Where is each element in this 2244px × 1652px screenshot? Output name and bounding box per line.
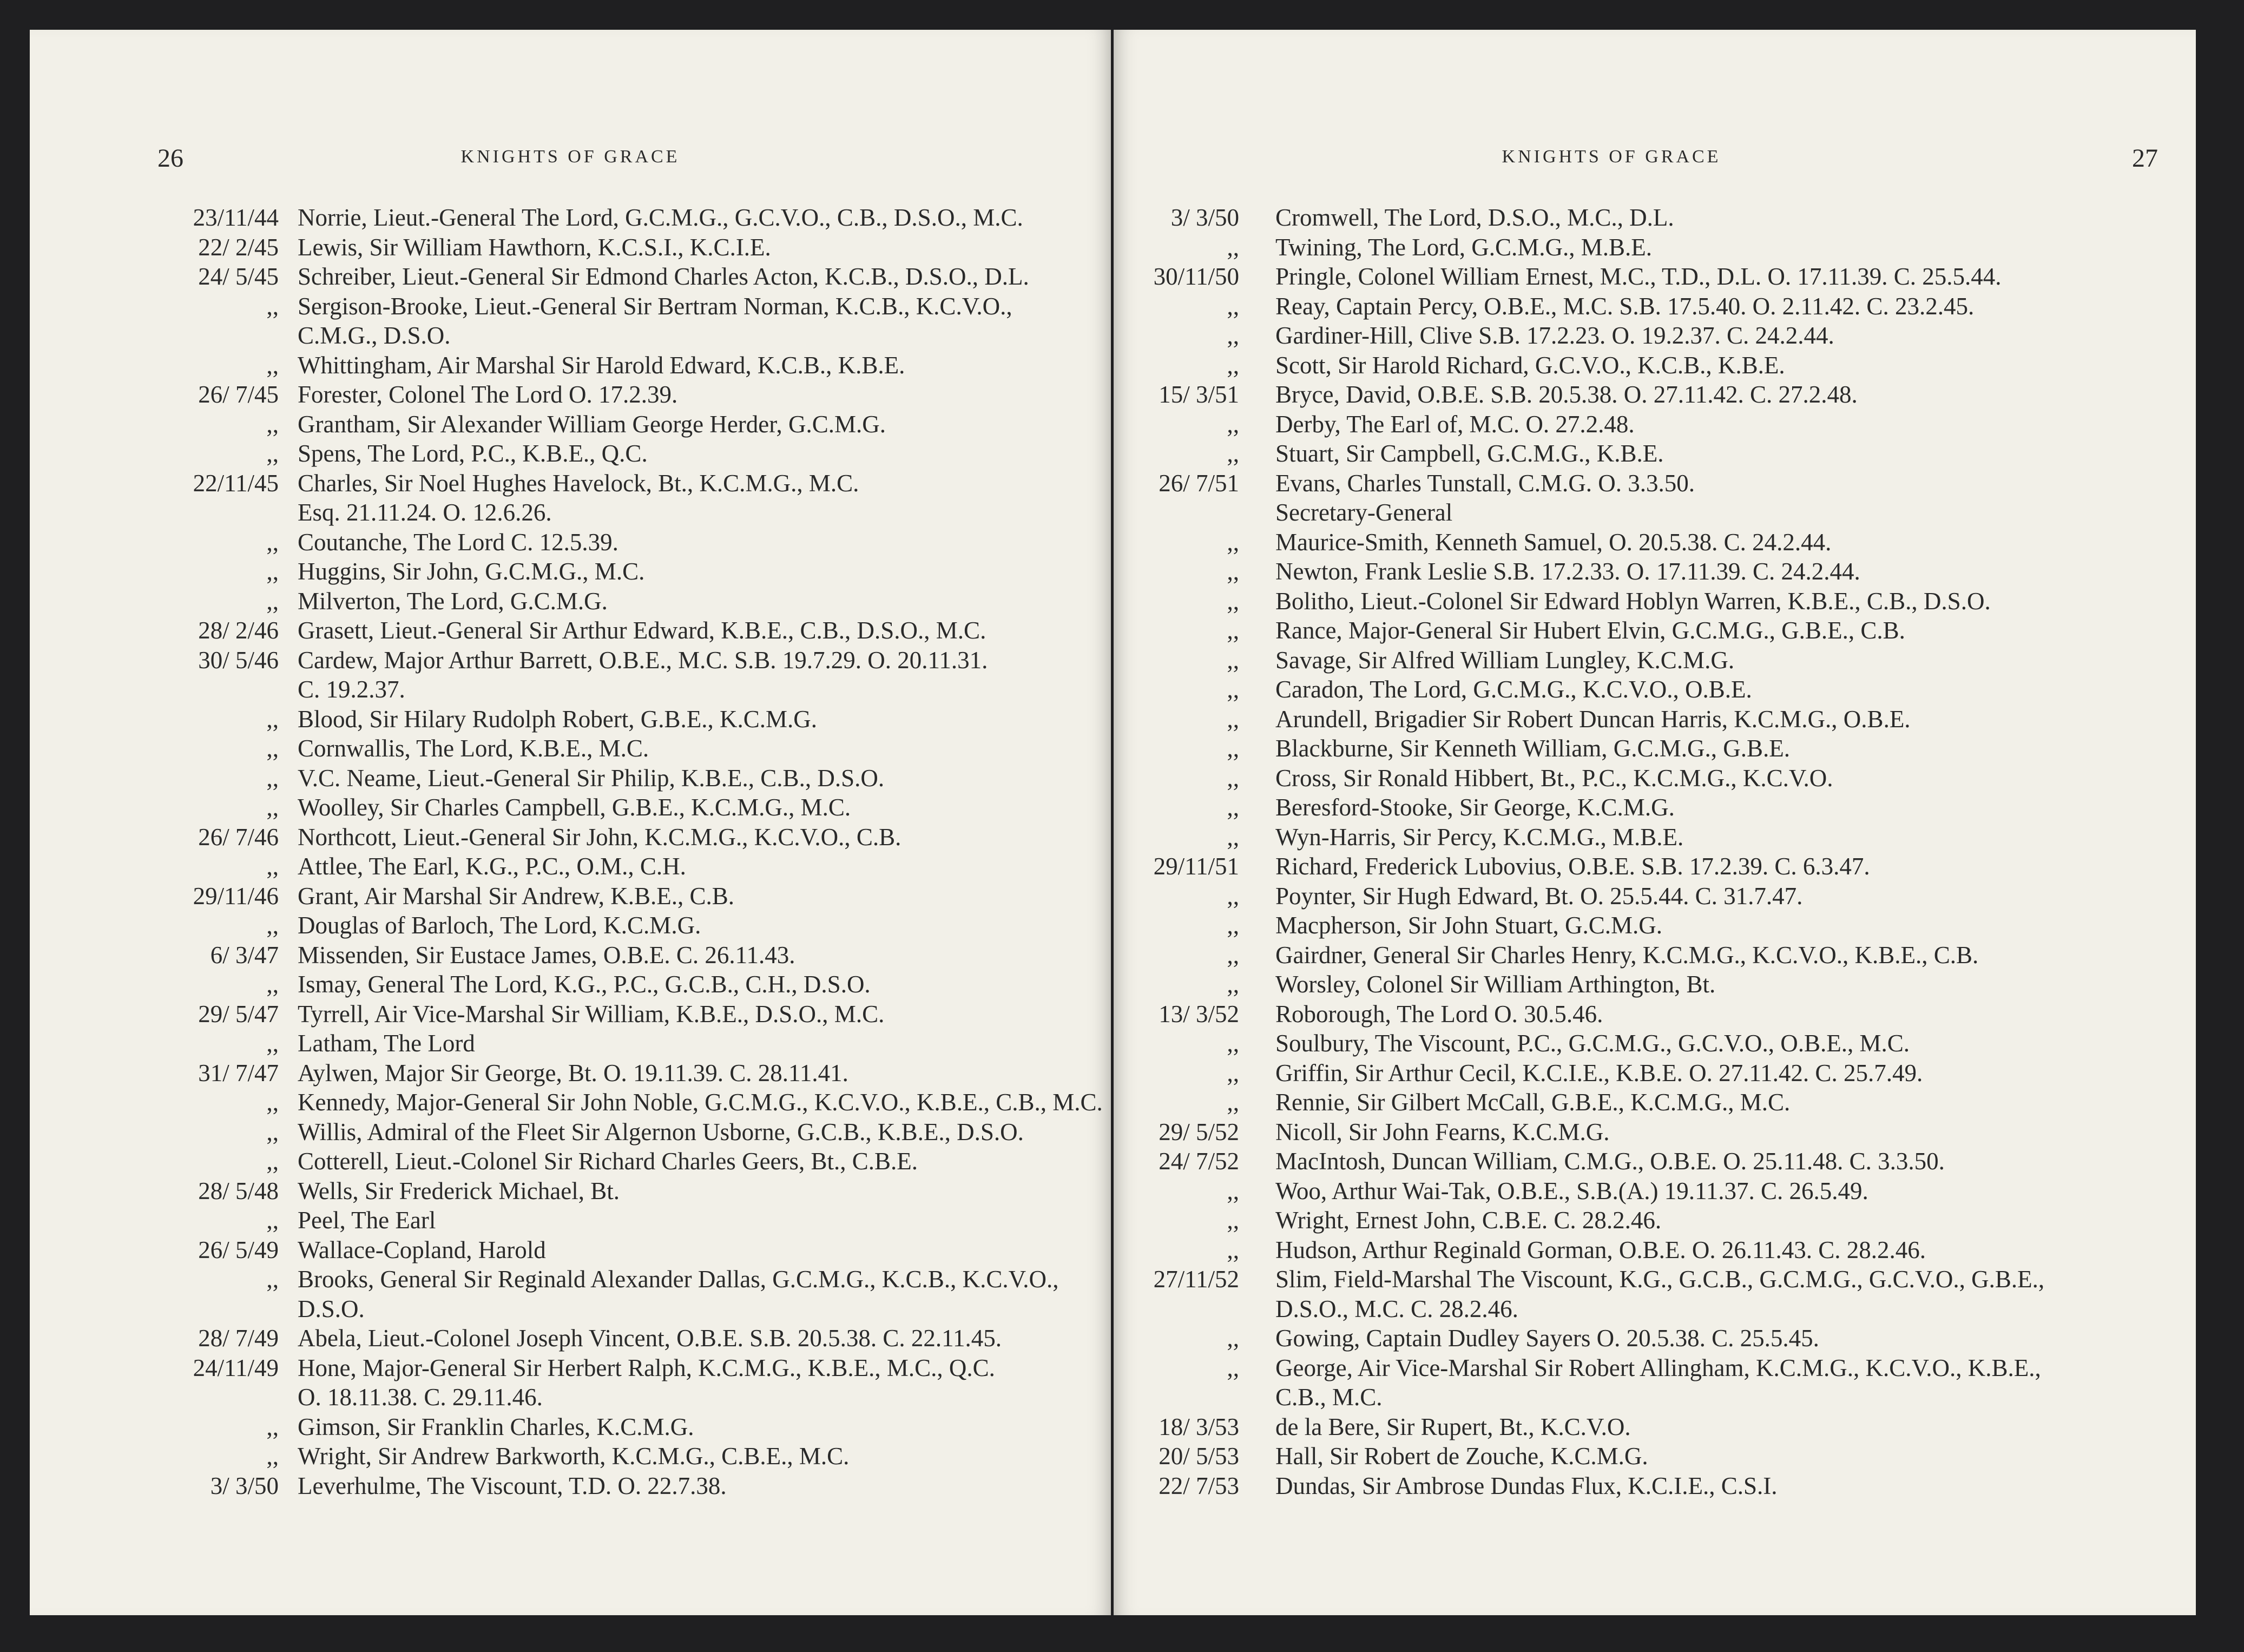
entry-text: Gowing, Captain Dudley Sayers O. 20.5.38. C. 25.5.45. [1275,1325,1819,1352]
list-item [30,940,1111,970]
list-item [30,439,1111,469]
list-item [1114,1442,2196,1471]
entry-date: 29/11/51 [1153,853,1239,880]
right-page-header [1114,143,2196,176]
entry-text: Cross, Sir Ronald Hibbert, Bt., P.C., K.C.M.G., K.C.V.O. [1275,764,1833,792]
entry-date: 13/ 3/52 [1159,1000,1239,1028]
entry-text: Grasett, Lieut.-General Sir Arthur Edward, K.B.E., C.B., D.S.O., M.C. [298,617,986,644]
list-item [1114,1147,2196,1176]
entry-text: Latham, The Lord [298,1030,475,1057]
entry-text: Schreiber, Lieut.-General Sir Edmond Charles Acton, K.C.B., D.S.O., D.L. [298,263,1029,290]
entry-date: ,, [266,735,279,762]
list-item [30,1353,1111,1412]
entry-date: ,, [266,1266,279,1293]
entry-date: ,, [266,705,279,733]
entry-date: ,, [266,853,279,880]
entry-date: ,, [266,587,279,615]
entry-date: ,, [1227,617,1239,644]
entry-date: ,, [1227,794,1239,821]
entry-text: Poynter, Sir Hugh Edward, Bt. O. 25.5.44. C. 31.7.47. [1275,882,1803,910]
entry-text: Sergison-Brooke, Lieut.-General Sir Bertram Norman, K.C.B., K.C.V.O., C.M.G., D.S.O. [298,292,1012,349]
entry-date: ,, [1227,292,1239,320]
entry-date: 15/ 3/51 [1159,381,1239,408]
entry-date: ,, [1227,322,1239,349]
entry-text: Cornwallis, The Lord, K.B.E., M.C. [298,735,649,762]
entry-date: 26/ 7/45 [198,381,279,408]
entry-text: Rance, Major-General Sir Hubert Elvin, G.C.M.G., G.B.E., C.B. [1275,617,1905,644]
list-item [30,705,1111,734]
list-item [30,852,1111,881]
entry-date: 6/ 3/47 [210,941,279,969]
entry-text: Kennedy, Major-General Sir John Noble, G.C.M.G., K.C.V.O., K.B.E., C.B., M.C. [298,1089,1103,1116]
list-item [1114,380,2196,410]
list-item [1114,646,2196,675]
entry-text: Nicoll, Sir John Fearns, K.C.M.G. [1275,1118,1610,1146]
list-item [1114,292,2196,321]
list-item [1114,410,2196,439]
list-item [1114,822,2196,852]
entry-date: ,, [1227,233,1239,261]
entry-text: Bryce, David, O.B.E. S.B. 20.5.38. O. 27.11.42. C. 27.2.48. [1275,381,1858,408]
entry-date: ,, [1227,764,1239,792]
entry-text: Willis, Admiral of the Fleet Sir Algernon Usborne, G.C.B., K.B.E., D.S.O. [298,1118,1024,1146]
right-page [1114,30,2196,1615]
entry-text: Maurice-Smith, Kenneth Samuel, O. 20.5.38. C. 24.2.44. [1275,528,1832,556]
list-item [30,1176,1111,1206]
entry-text: Aylwen, Major Sir George, Bt. O. 19.11.39. C. 28.11.41. [298,1059,848,1087]
entry-date: ,, [266,1089,279,1116]
entry-date: 22/ 2/45 [198,233,279,261]
entry-date: ,, [266,1413,279,1440]
entry-date: 24/ 7/52 [1159,1148,1239,1175]
entry-text: Woolley, Sir Charles Campbell, G.B.E., K.C.M.G., M.C. [298,794,851,821]
entry-text: Evans, Charles Tunstall, C.M.G. O. 3.3.50. Secretary-General [1275,469,1695,526]
list-item [1114,1235,2196,1265]
list-item [30,1235,1111,1265]
entry-date: 30/11/50 [1153,263,1239,290]
entry-text: Wallace-Copland, Harold [298,1236,546,1263]
list-item [30,764,1111,793]
entry-text: Pringle, Colonel William Ernest, M.C., T.D., D.L. O. 17.11.39. C. 25.5.44. [1275,263,2002,290]
list-item [1114,233,2196,262]
page-number: 27 [2132,144,2158,173]
entry-date: ,, [1227,1030,1239,1057]
entry-date: 22/11/45 [193,469,279,497]
entry-date: ,, [1227,1207,1239,1234]
entry-text: Soulbury, The Viscount, P.C., G.C.M.G., G.C.V.O., O.B.E., M.C. [1275,1030,1910,1057]
list-item [1114,764,2196,793]
entry-date: ,, [1227,528,1239,556]
entry-date: ,, [1227,646,1239,674]
entry-text: Roborough, The Lord O. 30.5.46. [1275,1000,1603,1028]
entry-text: Caradon, The Lord, G.C.M.G., K.C.V.O., O.B.E. [1275,676,1752,703]
entry-date: ,, [1227,735,1239,762]
list-item [30,1058,1111,1088]
list-item [1114,262,2196,292]
running-title: KNIGHTS OF GRACE [1502,147,1721,167]
list-item [30,1147,1111,1176]
list-item [1114,793,2196,822]
entry-text: Beresford-Stooke, Sir George, K.C.M.G. [1275,794,1675,821]
entry-text: Whittingham, Air Marshal Sir Harold Edward, K.C.B., K.B.E. [298,351,905,379]
list-item [1114,1206,2196,1235]
list-item [30,380,1111,410]
left-page [30,30,1111,1615]
entry-date: 30/ 5/46 [198,646,279,674]
list-item [30,646,1111,705]
list-item [30,911,1111,940]
list-item [1114,705,2196,734]
entry-text: Scott, Sir Harold Richard, G.C.V.O., K.C.B., K.B.E. [1275,351,1785,379]
list-item [30,1442,1111,1471]
list-item [30,616,1111,646]
entry-text: Huggins, Sir John, G.C.M.G., M.C. [298,558,645,585]
entry-date: 24/11/49 [193,1354,279,1381]
entry-date: 28/ 7/49 [198,1325,279,1352]
list-item [30,970,1111,999]
list-item [30,292,1111,351]
running-title: KNIGHTS OF GRACE [460,147,680,167]
list-item [1114,1353,2196,1412]
entry-text: Worsley, Colonel Sir William Arthington, Bt. [1275,971,1716,998]
entry-text: Leverhulme, The Viscount, T.D. O. 22.7.38. [298,1472,727,1499]
entry-text: Woo, Arthur Wai-Tak, O.B.E., S.B.(A.) 19.11.37. C. 26.5.49. [1275,1177,1868,1205]
entry-text: Wyn-Harris, Sir Percy, K.C.M.G., M.B.E. [1275,823,1684,851]
list-item [1114,911,2196,940]
entry-text: Lewis, Sir William Hawthorn, K.C.S.I., K.C.I.E. [298,233,771,261]
list-item [30,1088,1111,1117]
list-item [30,351,1111,380]
entry-text: Northcott, Lieut.-General Sir John, K.C.M.G., K.C.V.O., C.B. [298,823,901,851]
list-item [30,822,1111,852]
list-item [30,1324,1111,1353]
entry-date: 3/ 3/50 [210,1472,279,1499]
entry-date: ,, [1227,823,1239,851]
entry-date: ,, [266,528,279,556]
entry-date: ,, [1227,882,1239,910]
list-item [1114,1088,2196,1117]
entry-date: 31/ 7/47 [198,1059,279,1087]
entry-date: 20/ 5/53 [1159,1443,1239,1470]
list-item [1114,1471,2196,1501]
list-item [30,587,1111,616]
list-item [30,1029,1111,1058]
entry-text: Gairdner, General Sir Charles Henry, K.C.M.G., K.C.V.O., K.B.E., C.B. [1275,941,1979,969]
entry-date: 23/11/44 [193,204,279,231]
left-entry-list [30,203,1111,1500]
entry-date: ,, [266,1443,279,1470]
list-item [30,734,1111,764]
entry-date: ,, [266,1030,279,1057]
entry-text: Abela, Lieut.-Colonel Joseph Vincent, O.B.E. S.B. 20.5.38. C. 22.11.45. [298,1325,1002,1352]
list-item [1114,881,2196,911]
entry-date: ,, [1227,912,1239,939]
entry-text: Charles, Sir Noel Hughes Havelock, Bt., K.C.M.G., M.C. Esq. 21.11.24. O. 12.6.26. [298,469,859,526]
entry-text: Coutanche, The Lord C. 12.5.39. [298,528,618,556]
list-item [1114,970,2196,999]
entry-text: Derby, The Earl of, M.C. O. 27.2.48. [1275,410,1635,438]
entry-text: de la Bere, Sir Rupert, Bt., K.C.V.O. [1275,1413,1631,1440]
entry-date: ,, [1227,351,1239,379]
list-item [1114,852,2196,881]
entry-date: ,, [266,1207,279,1234]
entry-text: Macpherson, Sir John Stuart, G.C.M.G. [1275,912,1662,939]
entry-date: ,, [266,971,279,998]
entry-text: Wright, Ernest John, C.B.E. C. 28.2.46. [1275,1207,1662,1234]
entry-date: 26/ 5/49 [198,1236,279,1263]
entry-text: Wells, Sir Frederick Michael, Bt. [298,1177,620,1205]
entry-text: MacIntosh, Duncan William, C.M.G., O.B.E. O. 25.11.48. C. 3.3.50. [1275,1148,1945,1175]
list-item [1114,1412,2196,1442]
entry-text: Dundas, Sir Ambrose Dundas Flux, K.C.I.E., C.S.I. [1275,1472,1778,1499]
entry-date: 27/11/52 [1153,1266,1239,1293]
entry-text: Cotterell, Lieut.-Colonel Sir Richard Charles Geers, Bt., C.B.E. [298,1148,918,1175]
list-item [1114,1058,2196,1088]
entry-date: ,, [266,764,279,792]
list-item [30,1471,1111,1501]
list-item [30,233,1111,262]
entry-text: Milverton, The Lord, G.C.M.G. [298,587,608,615]
entry-date: ,, [1227,587,1239,615]
entry-date: 28/ 5/48 [198,1177,279,1205]
entry-date: ,, [266,410,279,438]
entry-date: ,, [1227,558,1239,585]
entry-date: 28/ 2/46 [198,617,279,644]
list-item [1114,587,2196,616]
entry-text: Stuart, Sir Campbell, G.C.M.G., K.B.E. [1275,440,1664,467]
entry-text: Wright, Sir Andrew Barkworth, K.C.M.G., C.B.E., M.C. [298,1443,850,1470]
entry-text: Newton, Frank Leslie S.B. 17.2.33. O. 17.11.39. C. 24.2.44. [1275,558,1860,585]
entry-text: George, Air Vice-Marshal Sir Robert Allingham, K.C.M.G., K.C.V.O., K.B.E., C.B., M.C. [1275,1354,2041,1411]
entry-text: Bolitho, Lieut.-Colonel Sir Edward Hoblyn Warren, K.B.E., C.B., D.S.O. [1275,587,1991,615]
entry-text: Arundell, Brigadier Sir Robert Duncan Harris, K.C.M.G., O.B.E. [1275,705,1911,733]
list-item [1114,1176,2196,1206]
page-number: 26 [157,144,183,173]
list-item [1114,1029,2196,1058]
entry-date: ,, [266,794,279,821]
list-item [1114,351,2196,380]
list-item [30,528,1111,557]
entry-text: Grantham, Sir Alexander William George Herder, G.C.M.G. [298,410,886,438]
entry-text: Hudson, Arthur Reginald Gorman, O.B.E. O. 26.11.43. C. 28.2.46. [1275,1236,1926,1263]
entry-text: Ismay, General The Lord, K.G., P.C., G.C.B., C.H., D.S.O. [298,971,871,998]
entry-text: Cromwell, The Lord, D.S.O., M.C., D.L. [1275,204,1674,231]
entry-date: ,, [1227,1177,1239,1205]
list-item [30,203,1111,233]
entry-date: 29/11/46 [193,882,279,910]
entry-date: ,, [1227,440,1239,467]
entry-text: Peel, The Earl [298,1207,436,1234]
entry-date: ,, [266,1148,279,1175]
entry-date: ,, [266,351,279,379]
entry-date: 22/ 7/53 [1159,1472,1239,1499]
entry-text: Attlee, The Earl, K.G., P.C., O.M., C.H. [298,853,686,880]
left-page-header [30,143,1111,176]
entry-text: Missenden, Sir Eustace James, O.B.E. C. 26.11.43. [298,941,795,969]
right-entry-list [1114,203,2196,1500]
entry-date: ,, [266,292,279,320]
list-item [1114,616,2196,646]
entry-text: V.C. Neame, Lieut.-General Sir Philip, K.B.E., C.B., D.S.O. [298,764,885,792]
entry-date: ,, [1227,1354,1239,1381]
entry-text: Tyrrell, Air Vice-Marshal Sir William, K.B.E., D.S.O., M.C. [298,1000,885,1028]
list-item [1114,203,2196,233]
entry-date: ,, [1227,971,1239,998]
list-item [30,557,1111,587]
entry-text: Slim, Field-Marshal The Viscount, K.G., G.C.B., G.C.M.G., G.C.V.O., G.B.E., D.S.O., M.C. C. 28.2.46. [1275,1266,2045,1322]
list-item [1114,528,2196,557]
entry-date: ,, [266,1118,279,1146]
list-item [30,1117,1111,1147]
list-item [30,1206,1111,1235]
list-item [1114,469,2196,528]
entry-text: Gimson, Sir Franklin Charles, K.C.M.G. [298,1413,694,1440]
list-item [1114,734,2196,764]
list-item [30,262,1111,292]
list-item [1114,557,2196,587]
entry-date: ,, [1227,1325,1239,1352]
entry-date: ,, [1227,676,1239,703]
entry-date: ,, [1227,410,1239,438]
list-item [1114,321,2196,351]
entry-date: ,, [1227,705,1239,733]
entry-text: Hone, Major-General Sir Herbert Ralph, K.C.M.G., K.B.E., M.C., Q.C. O. 18.11.38. C. 29.11.46. [298,1354,995,1411]
entry-date: ,, [1227,1089,1239,1116]
entry-date: 26/ 7/46 [198,823,279,851]
list-item [30,469,1111,528]
entry-text: Brooks, General Sir Reginald Alexander Dallas, G.C.M.G., K.C.B., K.C.V.O., D.S.O. [298,1266,1059,1322]
entry-date: 18/ 3/53 [1159,1413,1239,1440]
list-item [30,999,1111,1029]
entry-date: 3/ 3/50 [1170,204,1239,231]
entry-date: 29/ 5/47 [198,1000,279,1028]
list-item [30,410,1111,439]
entry-date: 26/ 7/51 [1159,469,1239,497]
list-item [30,793,1111,822]
entry-text: Twining, The Lord, G.C.M.G., M.B.E. [1275,233,1653,261]
entry-date: ,, [1227,941,1239,969]
entry-date: ,, [266,558,279,585]
entry-text: Spens, The Lord, P.C., K.B.E., Q.C. [298,440,648,467]
entry-text: Forester, Colonel The Lord O. 17.2.39. [298,381,678,408]
list-item [1114,1117,2196,1147]
list-item [1114,940,2196,970]
entry-date: ,, [1227,1059,1239,1087]
entry-text: Douglas of Barloch, The Lord, K.C.M.G. [298,912,701,939]
entry-text: Hall, Sir Robert de Zouche, K.C.M.G. [1275,1443,1648,1470]
list-item [1114,999,2196,1029]
entry-text: Rennie, Sir Gilbert McCall, G.B.E., K.C.M.G., M.C. [1275,1089,1791,1116]
entry-text: Gardiner-Hill, Clive S.B. 17.2.23. O. 19.2.37. C. 24.2.44. [1275,322,1834,349]
list-item [1114,675,2196,705]
list-item [1114,1265,2196,1324]
entry-date: ,, [266,912,279,939]
entry-date: 24/ 5/45 [198,263,279,290]
entry-date: ,, [1227,1236,1239,1263]
list-item [30,881,1111,911]
entry-text: Blackburne, Sir Kenneth William, G.C.M.G., G.B.E. [1275,735,1790,762]
list-item [1114,439,2196,469]
entry-text: Cardew, Major Arthur Barrett, O.B.E., M.C. S.B. 19.7.29. O. 20.11.31. C. 19.2.37. [298,646,988,703]
entry-text: Richard, Frederick Lubovius, O.B.E. S.B. 17.2.39. C. 6.3.47. [1275,853,1870,880]
entry-date: ,, [266,440,279,467]
entry-text: Grant, Air Marshal Sir Andrew, K.B.E., C.B. [298,882,735,910]
entry-text: Reay, Captain Percy, O.B.E., M.C. S.B. 17.5.40. O. 2.11.42. C. 23.2.45. [1275,292,1975,320]
entry-text: Blood, Sir Hilary Rudolph Robert, G.B.E., K.C.M.G. [298,705,818,733]
list-item [1114,1324,2196,1353]
entry-text: Savage, Sir Alfred William Lungley, K.C.M.G. [1275,646,1735,674]
list-item [30,1412,1111,1442]
entry-text: Norrie, Lieut.-General The Lord, G.C.M.G., G.C.V.O., C.B., D.S.O., M.C. [298,204,1023,231]
entry-text: Griffin, Sir Arthur Cecil, K.C.I.E., K.B.E. O. 27.11.42. C. 25.7.49. [1275,1059,1923,1087]
list-item [30,1265,1111,1324]
entry-date: 29/ 5/52 [1159,1118,1239,1146]
